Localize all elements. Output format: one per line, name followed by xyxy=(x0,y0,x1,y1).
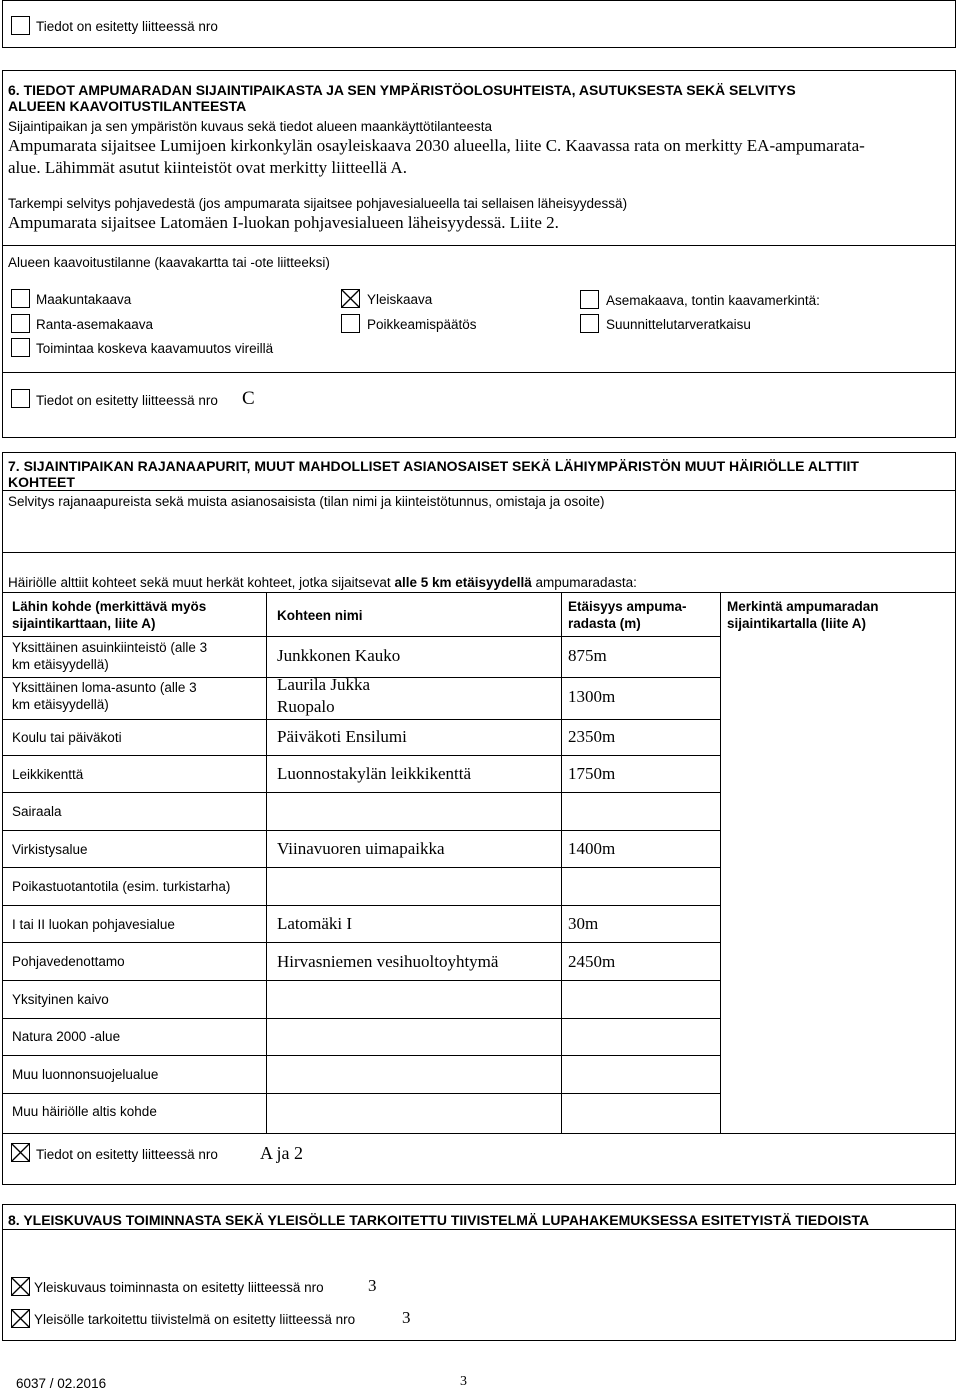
table-row-distance[interactable]: 1300m xyxy=(568,687,616,706)
table-row-divider xyxy=(2,1018,721,1019)
table-row-type: Sairaala xyxy=(12,804,62,819)
table-col-line-2 xyxy=(561,592,562,1133)
table-row-divider xyxy=(2,980,721,981)
table-row-type: Yksityinen kaivo xyxy=(12,992,109,1007)
table-row-distance[interactable]: 2450m xyxy=(568,952,616,971)
section-7-attachment-label: Tiedot on esitetty liitteessä nro xyxy=(36,1147,218,1162)
summary-checkbox[interactable] xyxy=(11,1309,30,1328)
section-6-attachment-value[interactable]: C xyxy=(242,388,255,409)
section-8-divider xyxy=(2,1229,956,1230)
table-header-distance: Etäisyys ampuma-radasta (m) xyxy=(568,599,687,631)
zoning-asemakaava-checkbox[interactable] xyxy=(580,290,599,309)
zoning-asemakaava-label: Asemakaava, tontin kaavamerkintä: xyxy=(606,293,820,308)
section-6-attachment-divider xyxy=(2,372,956,373)
table-row-divider xyxy=(2,867,721,868)
table-row-type: Koulu tai päiväkoti xyxy=(12,730,122,745)
table-row-name[interactable]: Latomäki I xyxy=(277,914,353,933)
form-code: 6037 / 02.2016 xyxy=(16,1376,107,1391)
table-row-distance[interactable]: 30m xyxy=(568,914,599,933)
zoning-kaavamuutos-label: Toimintaa koskeva kaavamuutos vireillä xyxy=(36,341,274,356)
table-row-name[interactable]: Luonnostakylän leikkikenttä xyxy=(277,764,472,783)
page-number: 3 xyxy=(460,1374,467,1389)
env-description-text[interactable]: Ampumarata sijaitsee Lumijoen kirkonkylän osayleiskaava 2030 alueella, liite C. Kaavassa rata on merkitty EA-ampumarata- alue. Lähimmät asutut kiinteistöt ovat merkitty liitteellä A. xyxy=(8,136,865,177)
section-6-attachment-label: Tiedot on esitetty liitteessä nro xyxy=(36,393,218,408)
table-row-distance[interactable]: 1400m xyxy=(568,839,616,858)
section-6-title: 6. TIEDOT AMPUMARADAN SIJAINTIPAIKASTA JA SEN YMPÄRISTÖOLOSUHTEISTA, ASUTUKSESTA SEKÄ SELVITYS ALUEEN KAAVOITUSTILANTEESTA xyxy=(8,82,796,114)
zoning-yleiskaava-label: Yleiskaava xyxy=(367,292,433,307)
zoning-maakuntakaava-checkbox[interactable] xyxy=(11,289,30,308)
table-row-name[interactable]: Hirvasniemen vesihuoltoyhtymä xyxy=(277,952,499,971)
top-attachment-label: Tiedot on esitetty liitteessä nro xyxy=(36,19,218,34)
table-row-distance[interactable]: 2350m xyxy=(568,727,616,746)
table-header-divider xyxy=(2,636,721,637)
zoning-kaavamuutos-checkbox[interactable] xyxy=(11,338,30,357)
top-attachment-checkbox[interactable] xyxy=(11,16,30,35)
groundwater-text[interactable]: Ampumarata sijaitsee Latomäen I-luokan pohjavesialueen läheisyydessä. Liite 2. xyxy=(8,213,559,232)
section-7-attachment-value[interactable]: A ja 2 xyxy=(260,1143,303,1163)
zoning-poikkeamispaatos-label: Poikkeamispäätös xyxy=(367,317,477,332)
section-8-title: 8. YLEISKUVAUS TOIMINNASTA SEKÄ YLEISÖLLE TARKOITETTU TIIVISTELMÄ LUPAHAKEMUKSESSA ESITETYISTÄ TIEDOISTA xyxy=(8,1212,870,1228)
section-6-attachment-checkbox[interactable] xyxy=(11,389,30,408)
neighbours-divider xyxy=(2,552,956,553)
table-header-type: Lähin kohde (merkittävä myös sijaintikarttaan, liite A) xyxy=(12,599,207,631)
table-row-distance[interactable]: 1750m xyxy=(568,764,616,783)
overview-value[interactable]: 3 xyxy=(368,1276,377,1295)
table-col-line-1 xyxy=(266,592,267,1133)
table-row-name[interactable]: Laurila Jukka Ruopalo xyxy=(277,675,370,716)
table-row-divider xyxy=(2,792,721,793)
section-7-title-divider xyxy=(2,490,956,491)
table-row-divider xyxy=(2,1093,721,1094)
summary-label: Yleisölle tarkoitettu tiivistelmä on esitetty liitteessä nro xyxy=(34,1312,356,1327)
zoning-poikkeamispaatos-checkbox[interactable] xyxy=(341,314,360,333)
table-top-line xyxy=(2,592,956,593)
table-row-name[interactable]: Päiväkoti Ensilumi xyxy=(277,727,407,746)
table-row-divider xyxy=(2,755,721,756)
table-row-type: Natura 2000 -alue xyxy=(12,1029,121,1044)
summary-value[interactable]: 3 xyxy=(402,1308,411,1327)
table-row-divider xyxy=(2,719,721,720)
table-row-name[interactable]: Viinavuoren uimapaikka xyxy=(277,839,445,858)
overview-label: Yleiskuvaus toiminnasta on esitetty liitteessä nro xyxy=(34,1280,324,1295)
zoning-yleiskaava-checkbox[interactable] xyxy=(341,289,360,308)
table-row-divider xyxy=(2,830,721,831)
zoning-label: Alueen kaavoitustilanne (kaavakartta tai -ote liitteeksi) xyxy=(8,255,330,270)
table-row-type: Yksittäinen asuinkiinteistö (alle 3 km etäisyydellä) xyxy=(12,640,208,672)
zoning-suunnittelutarveratkaisu-checkbox[interactable] xyxy=(580,314,599,333)
table-row-type: Muu häiriölle altis kohde xyxy=(12,1104,157,1119)
table-row-type: Yksittäinen loma-asunto (alle 3 km etäisyydellä) xyxy=(12,680,197,712)
table-row-divider xyxy=(2,942,721,943)
table-header-mark: Merkintä ampumaradan sijaintikartalla (liite A) xyxy=(727,599,879,631)
table-row-type: Poikastuotantotila (esim. turkistarha) xyxy=(12,879,231,894)
section-7-title: 7. SIJAINTIPAIKAN RAJANAAPURIT, MUUT MAHDOLLISET ASIANOSAISET SEKÄ LÄHIYMPÄRISTÖN MUUT HÄIRIÖLLE ALTTIIT KOHTEET xyxy=(8,458,859,490)
table-row-divider xyxy=(2,905,721,906)
zoning-ranta-asemakaava-label: Ranta-asemakaava xyxy=(36,317,154,332)
sensitive-intro: Häiriölle alttiit kohteet sekä muut herkät kohteet, jotka sijaitsevat alle 5 km etäisyydellä ampumaradasta: xyxy=(8,575,637,590)
section-6-divider xyxy=(2,245,956,246)
table-col-line-3 xyxy=(720,592,721,1133)
groundwater-label: Tarkempi selvitys pohjavedestä (jos ampumarata sijaitsee pohjavesialueella tai sellaisen läheisyydessä) xyxy=(8,196,628,211)
table-row-type: Virkistysalue xyxy=(12,842,88,857)
table-row-name[interactable]: Junkkonen Kauko xyxy=(277,646,401,665)
overview-checkbox[interactable] xyxy=(11,1277,30,1296)
table-row-distance[interactable]: 875m xyxy=(568,646,607,665)
zoning-suunnittelutarveratkaisu-label: Suunnittelutarveratkaisu xyxy=(606,317,751,332)
table-row-type: Pohjavedenottamo xyxy=(12,954,125,969)
env-description-label: Sijaintipaikan ja sen ympäristön kuvaus sekä tiedot alueen maankäyttötilanteesta xyxy=(8,119,493,134)
table-header-name: Kohteen nimi xyxy=(277,608,363,623)
table-row-type: I tai II luokan pohjavesialue xyxy=(12,917,175,932)
table-row-type: Leikkikenttä xyxy=(12,767,84,782)
zoning-ranta-asemakaava-checkbox[interactable] xyxy=(11,314,30,333)
table-bottom-line xyxy=(2,1133,956,1134)
zoning-maakuntakaava-label: Maakuntakaava xyxy=(36,292,132,307)
table-row-type: Muu luonnonsuojelualue xyxy=(12,1067,159,1082)
table-row-divider xyxy=(2,1055,721,1056)
section-7-attachment-checkbox[interactable] xyxy=(11,1143,30,1162)
neighbours-label: Selvitys rajanaapureista sekä muista asianosaisista (tilan nimi ja kiinteistötunnus, omistaja ja osoite) xyxy=(8,494,605,509)
